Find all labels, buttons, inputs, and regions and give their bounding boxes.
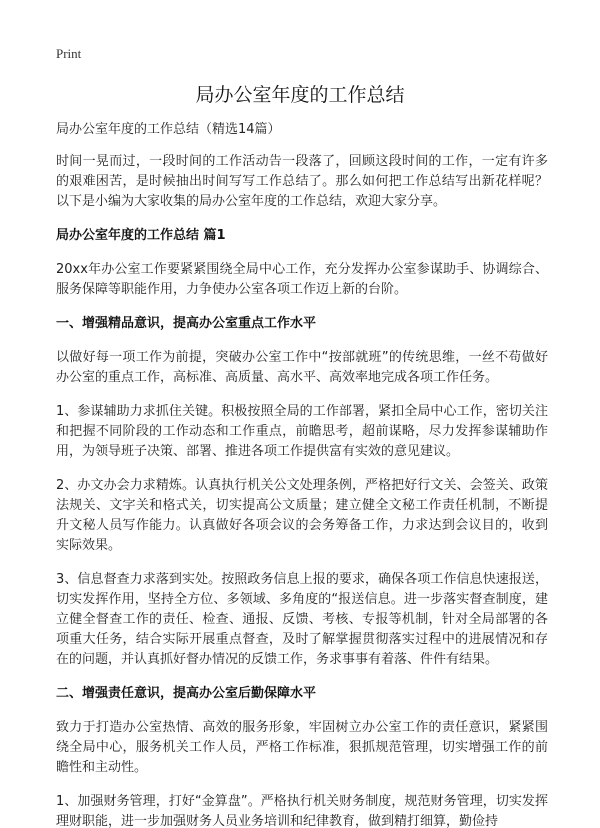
page-title: 局办公室年度的工作总结 (195, 84, 405, 106)
section-title: 局办公室年度的工作总结 篇1 (56, 228, 226, 243)
paragraph-6: 致力于打造办公室热情、高效的服务形象，牢固树立办公室工作的责任意识，紧紧围绕全局中心，服务机关工作人员，严格工作标准，狠抓规范管理，切实增强工作的前瞻性和主动性。 (56, 720, 548, 775)
heading-2: 二、增强责任意识，提高办公室后勤保障水平 (56, 686, 317, 701)
intro-paragraph: 时间一晃而过，一段时间的工作活动告一段落了，回顾这段时间的工作，一定有许多的艰难困苦，是时候抽出时间写写工作总结了。那么如何把工作总结写出新花样呢？以下是小编为大家收集的局办公室年度的工作总结，欢迎大家分享。 (56, 154, 548, 209)
paragraph-3: 1、参谋辅助力求抓住关键。积极按照全局的工作部署，紧扣全局中心工作，密切关注和把握不同阶段的工作动态和工作重点，前瞻思考，超前谋略，尽力发挥参谋辅助作用，为领导班子决策、部署、推进各项工作提供富有实效的意见建议。 (56, 404, 548, 459)
document-body (56, 120, 548, 828)
heading-1: 一、增强精品意识，提高办公室重点工作水平 (56, 316, 317, 331)
paragraph-7: 1、加强财务管理，打好“金算盘”。严格执行机关财务制度，规范财务管理，切实发挥理财职能，进一步加强财务人员业务培训和纪律教育，做到精打细算，勤俭持 (56, 794, 548, 828)
paragraph-5: 3、信息督查力求落到实处。按照政务信息上报的要求，确保各项工作信息快速报送，切实发挥作用，坚持全方位、多领域、多角度的“报送信息。进一步落实督查制度，建立健全督查工作的责任、检查、通报、反馈、考核、专报等机制，针对全局部署的各项重大任务，结合实际开展重点督查，及时了解掌握贯彻落实过程中的进展情况和存在的问题，并认真抓好督办情况的反馈工作，务求事事有着落、件件有结果。 (56, 572, 548, 667)
paragraph-1: 20xx年办公室工作要紧紧围绕全局中心工作，充分发挥办公室参谋助手、协调综合、服务保障等职能作用，力争使办公室各项工作迈上新的台阶。 (56, 262, 548, 297)
document-subtitle: 局办公室年度的工作总结（精选14篇） (56, 122, 281, 137)
print-link[interactable]: Print (56, 46, 82, 61)
paragraph-2: 以做好每一项工作为前提，突破办公室工作中“按部就班”的传统思维，一丝不苟做好办公室的重点工作，高标准、高质量、高水平、高效率地完成各项工作任务。 (56, 350, 548, 385)
paragraph-4: 2、办文办会力求精炼。认真执行机关公文处理条例，严格把好行文关、会签关、政策法规关、文字关和格式关，切实提高公文质量；建立健全文秘工作责任机制，不断提升文秘人员写作能力。认真做好各项会议的会务筹备工作，力求达到会议目的，收到实际效果。 (56, 478, 548, 553)
